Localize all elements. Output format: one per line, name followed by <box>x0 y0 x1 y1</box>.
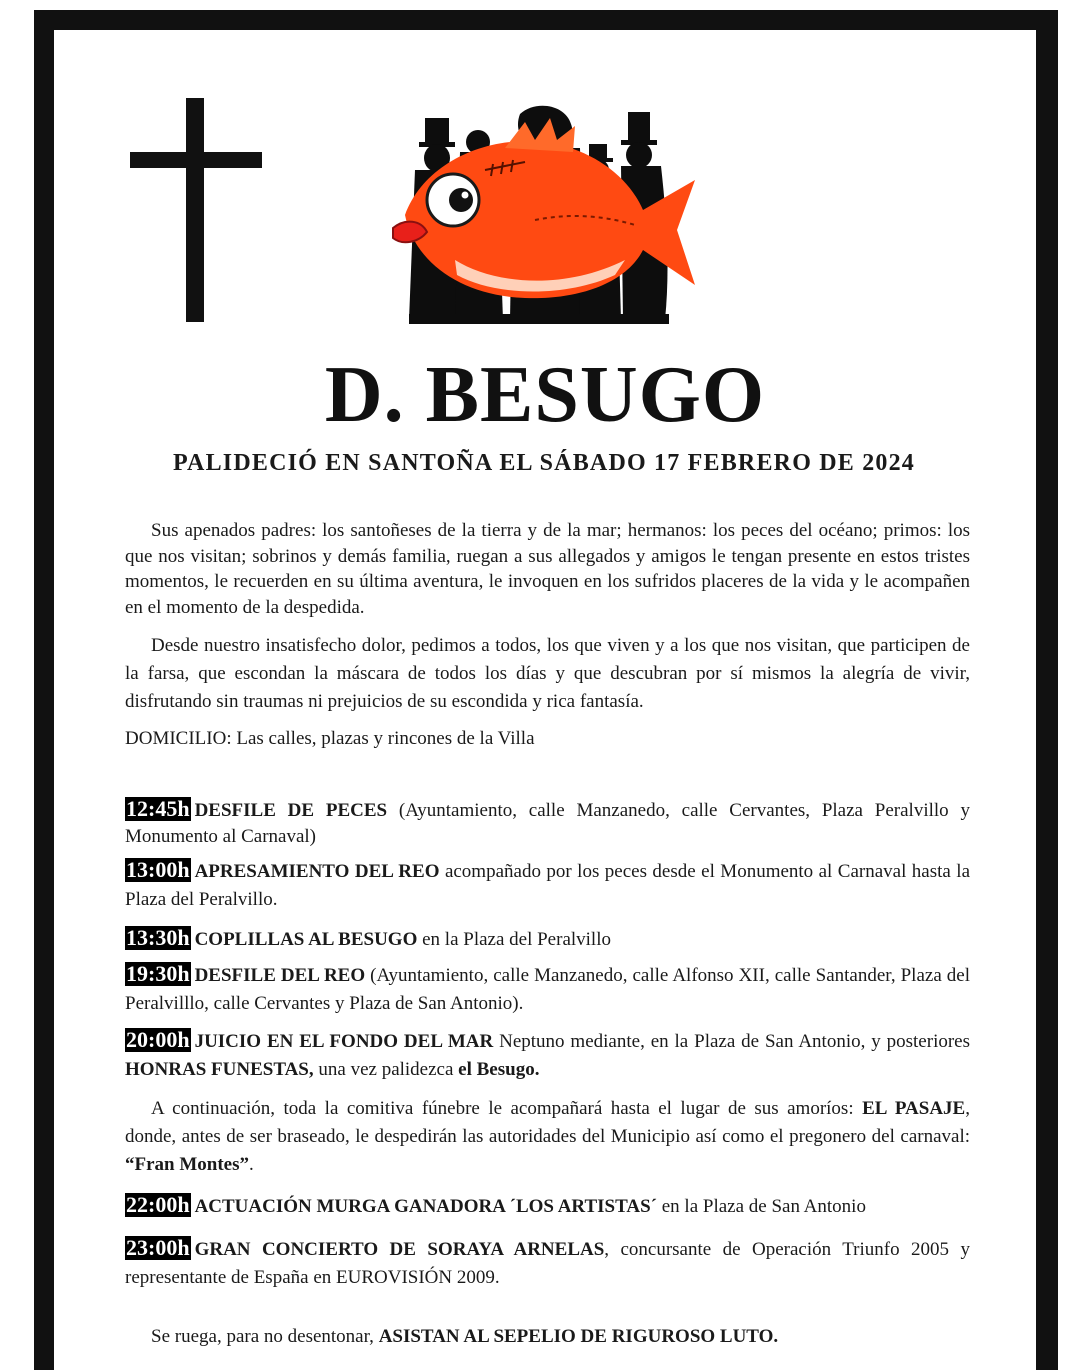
event-details: , concursante de Operación Triunfo 2005 y representante de España en EUROVISIÓN 2009. <box>125 1239 970 1288</box>
closing-line <box>125 1324 970 1350</box>
intro-paragraph-1: Sus apenados padres: los santoñeses de la tierra y de la mar; hermanos: los peces del océano; primos: los que nos visitan; sobrinos y demás familia, ruegan a sus allegados y amigos le tengan presente en estos tristes momentos, le recuerden en su última aventura, le invoquen en los sufridos placeres de la vida y le acompañen en el momento de la despedida. <box>125 520 970 618</box>
herald-name: “Fran Montes” <box>125 1154 250 1175</box>
schedule-item <box>125 1193 970 1220</box>
latin-cross-icon <box>130 98 262 322</box>
time-badge: 12:45h <box>126 796 190 821</box>
besugo-fish-logo <box>385 100 700 328</box>
schedule-item <box>125 797 970 849</box>
time-badge: 13:00h <box>126 857 190 882</box>
event-title: ACTUACIÓN MURGA GANADORA ´LOS ARTISTAS´ <box>194 1196 657 1217</box>
intro-paragraph-2: Desde nuestro insatisfecho dolor, pedimos a todos, los que viven y a los que nos visitan, que participen de la farsa, que escondan la máscara de todos los días y que descubran por sí mismos la alegría de vivir, disfrutando sin traumas ni prejuicios de su escondida y rica fantasía. <box>125 635 970 712</box>
closing-text: Se ruega, para no desentonar, <box>151 1326 379 1347</box>
continuation-end: . <box>249 1154 254 1175</box>
event-title: DESFILE DEL REO <box>194 965 366 986</box>
time-badge: 22:00h <box>126 1192 190 1217</box>
schedule-item <box>125 858 970 914</box>
event-title: JUICIO EN EL FONDO DEL MAR <box>194 1031 494 1052</box>
continuation-text: A continuación, toda la comitiva fúnebre le acompañará hasta el lugar de sus amoríos: <box>151 1098 863 1119</box>
continuation-text-2: , donde, antes de ser braseado, le despedirán las autoridades del Municipio así como el pregonero del carnaval: <box>125 1098 970 1147</box>
continuation-paragraph <box>125 1095 970 1179</box>
event-title: COPLILLAS AL BESUGO <box>194 929 418 950</box>
schedule-item <box>125 1028 970 1084</box>
deceased-name: D. BESUGO <box>324 351 766 439</box>
time-badge: 20:00h <box>126 1027 190 1052</box>
event-title: APRESAMIENTO DEL REO <box>194 861 440 882</box>
event-details: (Ayuntamiento, calle Manzanedo, calle Alfonso XII, calle Santander, Plaza del Peralvilllo, calle Cervantes y Plaza de San Antonio). <box>125 965 970 1014</box>
event-title-3: el Besugo. <box>458 1059 540 1080</box>
schedule-item <box>125 962 970 1018</box>
domicile-line: DOMICILIO: Las calles, plazas y rincones de la Villa <box>125 728 535 749</box>
event-title: GRAN CONCIERTO DE SORAYA ARNELAS <box>194 1239 605 1260</box>
event-details: en la Plaza de San Antonio <box>656 1196 866 1217</box>
closing-request: ASISTAN AL SEPELIO DE RIGUROSO LUTO. <box>378 1326 779 1347</box>
death-date-line: PALIDECIÓ EN SANTOÑA EL SÁBADO 17 FEBRERO DE 2024 <box>172 450 916 476</box>
event-title-2: HONRAS FUNESTAS, <box>125 1059 314 1080</box>
event-title: DESFILE DE PECES <box>194 800 388 821</box>
schedule-item <box>125 1236 970 1292</box>
time-badge: 13:30h <box>126 925 190 950</box>
time-badge: 23:00h <box>126 1235 190 1260</box>
schedule-item <box>125 926 970 953</box>
event-details: en la Plaza del Peralvillo <box>417 929 611 950</box>
event-details-2: una vez palidezca <box>313 1059 459 1080</box>
time-badge: 19:30h <box>126 961 190 986</box>
event-details: acompañado por los peces desde el Monumento al Carnaval hasta la Plaza del Peralvillo. <box>125 861 971 910</box>
event-details: (Ayuntamiento, calle Manzanedo, calle Cervantes, Plaza Peralvillo y Monumento al Carnaval) <box>125 800 970 847</box>
venue-name: EL PASAJE <box>862 1098 966 1119</box>
event-details: Neptuno mediante, en la Plaza de San Antonio, y posteriores <box>493 1031 971 1052</box>
